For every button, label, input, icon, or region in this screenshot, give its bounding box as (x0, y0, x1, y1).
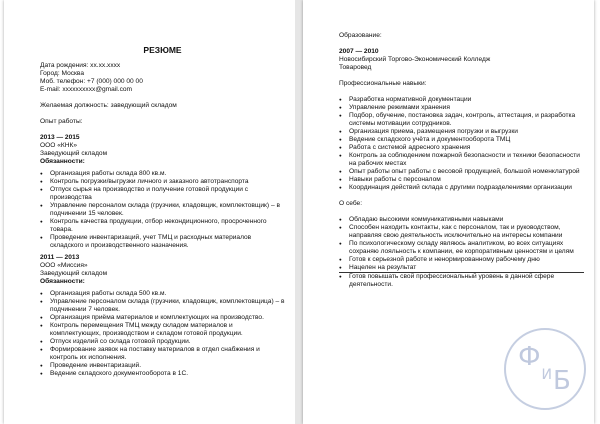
list-item: ● Опыт работы опыт работы с весовой продукцией, большой номенклатурой (339, 168, 584, 176)
list-item: ● По психологическому складу являюсь аналитиком, во всех ситуациях сохраняю лояльность к компании, ее корпоративным ценностям и целям (339, 240, 584, 256)
job-duties-label: Обязанности: (40, 158, 85, 165)
list-item: ● Формирование заявок на поставку материалов в отдел снабжения и контроль их исполнения. (40, 346, 285, 362)
education-period: 2007 — 2010 (339, 48, 379, 55)
list-item: ● Нацелен на результат (339, 264, 584, 273)
city: Город: Москва (40, 70, 85, 77)
job-period: 2013 — 2015 (40, 134, 80, 141)
list-item: ● Управление режимами хранения (339, 104, 584, 112)
list-item: ● Подбор, обучение, постановка задач, контроль, аттестация, и разработка системы мотивации сотрудников. (339, 112, 584, 128)
page-2-content (339, 32, 584, 289)
list-item: ● Организация работы склада 800 кв.м. (40, 170, 285, 178)
experience-heading: Опыт работы: (40, 118, 83, 125)
list-item: ● Организация приема, размещения погрузки и выгрузки (339, 128, 584, 136)
skills-list (339, 96, 584, 192)
list-item: ● Готов к серьезной работе и ненормированному рабочему дню (339, 256, 584, 264)
education-heading: Образование: (339, 32, 382, 39)
about-heading: О себе: (339, 200, 363, 207)
phone: Моб. телефон: +7 (000) 000 00 00 (40, 78, 143, 85)
resume-title: РЕЗЮМЕ (143, 45, 182, 55)
job-period: 2011 — 2013 (40, 254, 80, 261)
list-item: ● Отпуск изделий со склада готовой продукции. (40, 338, 285, 346)
list-item: ● Управление персоналом склада (грузчики, кладовщик, комплектовщик) – в подчинении 15 человек. (40, 202, 285, 218)
list-item: ● Управление персоналом склада (грузчики, кладовщик, комплектовщица) – в подчинении 7 человек. (40, 298, 285, 314)
list-item: ● Ведение складского документооборота в 1С. (40, 370, 285, 378)
list-item: ● Контроль погрузки/выгрузки личного и заказного автотранспорта (40, 178, 285, 186)
list-item: ● Ведение складского учёта и документооборота ТМЦ (339, 136, 584, 144)
stamp-letter: Б (553, 366, 572, 396)
about-list (339, 216, 584, 289)
job-position: Заведующий складом (40, 150, 108, 157)
resume-page-2 (303, 0, 594, 424)
watermark-stamp-icon (504, 328, 586, 410)
list-item: ● Организация приёма материалов и комплектующих на производство. (40, 314, 285, 322)
email: E-mail: xxxxxxxxxx@gmail.com (40, 86, 133, 93)
job-position: Заведующий складом (40, 270, 108, 277)
list-item: ● Отпуск сырья на производство и получение готовой продукции с производства (40, 186, 285, 202)
stamp-letter: И (541, 367, 554, 383)
education-institution: Новосибирский Торгово-Экономический Колледж (339, 56, 491, 63)
list-item: ● Координация действий склада с другими подразделениями организации (339, 184, 584, 192)
job-duties-label: Обязанности: (40, 278, 85, 285)
list-item: ● Способен находить контакты, как с персоналом, так и руководством, направляя свою деятельность исключительно на интересы компании (339, 224, 584, 240)
desired-position: Желаемая должность: заведующий складом (40, 102, 177, 109)
list-item: ● Проведение инвентаризаций. (40, 362, 285, 370)
list-item: ● Обладаю высокими коммуникативными навыками (339, 216, 584, 224)
list-item: ● Разработка нормативной документации (339, 96, 584, 104)
list-item: ● Навыки работы с персоналом (339, 176, 584, 184)
birth-date: Дата рождения: xx.xx.xxxx (40, 62, 121, 69)
skills-heading: Профессиональные навыки: (339, 80, 427, 87)
job-2 (40, 254, 285, 378)
list-item: ● Организация работы склада 500 кв.м. (40, 290, 285, 298)
job-1 (40, 134, 285, 250)
job-duties-list (40, 290, 285, 378)
education-specialty: Товаровед (339, 64, 372, 71)
job-duties-list (40, 170, 285, 250)
list-item: ● Готов повышать свой профессиональный уровень в данной сфере деятельности. (339, 273, 584, 289)
list-item: ● Работа с системой адресного хранения (339, 144, 584, 152)
list-item: ● Контроль перемещения ТМЦ между складом материалов и комплектующих, производством и складом готовой продукции. (40, 322, 285, 338)
list-item: ● Контроль качества продукции, отбор некондиционного, просроченного товара. (40, 218, 285, 234)
job-company: ООО «КНК» (40, 142, 77, 149)
page-1-content (40, 46, 285, 378)
stamp-letter: Ф (518, 342, 542, 372)
page-gap (295, 0, 303, 424)
list-item: ● Контроль за соблюдением пожарной безопасности и техники безопасности на рабочих местах (339, 152, 584, 168)
list-item: ● Проведение инвентаризаций, учет ТМЦ и расходных материалов складского и производственного назначения. (40, 234, 285, 250)
job-company: ООО «Миссия» (40, 262, 88, 269)
resume-page-1 (4, 0, 295, 424)
